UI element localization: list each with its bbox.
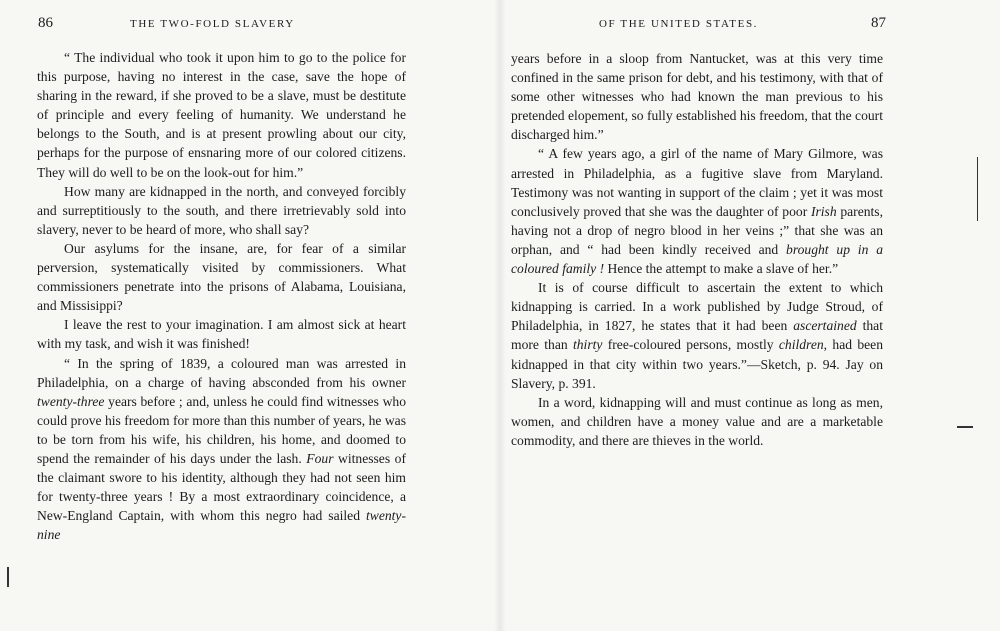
paragraph-continuation: years before in a sloop from Nantucket, was at this very time confined in the same prison for debt, and his testimony, with that of some other witnesses who had known the man previous to his pretended elopement, so fully established his freedom, that the court discharged him.”	[511, 51, 883, 143]
paragraph-closing: In a word, kidnapping will and must continue as long as men, women, and children have a money value and are a marketable commodity, and there are thieves in the world.	[511, 394, 883, 448]
text-run: , had been kidnapped in that city within two years.”—Sketch, p. 94. Jay on Slavery, p. 391.	[511, 337, 883, 391]
paragraph: “ The individual who took it upon him to go to the police for this purpose, having no interest in the case, save the hope of sharing in the reward, if she proved to be a slave, must be destitute of principle and every feeling of humanity. We understand he belongs to the South, and is at present prowling about our city, perhaps for the purpose of ensnaring more of our colored citizens. They will do well to be on the look-out for him.”	[37, 50, 406, 180]
paragraph: I leave the rest to your imagination. I am almost sick at heart with my task, and wish it was finished!	[37, 317, 406, 352]
italic-run: Four	[306, 450, 334, 466]
italic-run: children	[778, 337, 824, 353]
text-run: It is of course difficult to ascertain the extent to which kidnapping is carried. In a work published by Judge Stroud, of Philadelphia, in 1827, he states that it had been	[511, 280, 883, 334]
text-run: free-coloured persons, mostly	[602, 337, 779, 353]
text-run: witnesses of the claimant swore to his identity, although they had not seen him for twenty-three years ! By a most extraordinary coincidence, a New-England Captain, with whom this negro had sailed	[37, 450, 407, 524]
left-page-text	[37, 48, 406, 544]
italic-run: thirty	[572, 337, 603, 353]
text-run: years before ; and, unless he could find witnesses who could prove his freedom for more than this number of years, he was to be torn from his wife, his children, his home, and doomed to spend the remainder of his days under the lash.	[37, 393, 406, 466]
left-page-number: 86	[38, 15, 53, 31]
italic-run: brought up in a coloured family !	[511, 241, 883, 277]
paragraph: How many are kidnapped in the north, and conveyed forcibly and surreptitiously to the south, and there irretrievably sold into slavery, never to be heard of more, who shall say?	[37, 183, 406, 237]
text-run: Hence the attempt to make a slave of her.”	[604, 261, 839, 277]
paragraph-mary-gilmore	[511, 144, 883, 278]
text-run: that more than	[511, 318, 883, 353]
right-page-text	[511, 49, 883, 450]
right-page	[500, 0, 1000, 631]
italic-run: Irish	[810, 203, 837, 219]
text-run: “ In the spring of 1839, a coloured man was arrested in Philadelphia, on a charge of having absconded from his owner	[37, 355, 406, 390]
paragraph: Our asylums for the insane, are, for fear of a similar perversion, systematically visited by commissioners. What commissioners penetrate into the prisons of Alabama, Louisiana, and Missisippi?	[37, 240, 406, 314]
text-run: parents, having not a drop of negro blood in her veins ;” that she was an orphan, and “ had been kindly received and	[511, 203, 883, 257]
left-running-head: THE TWO-FOLD SLAVERY	[130, 18, 295, 30]
paragraph-judge-stroud	[511, 278, 883, 393]
margin-mark	[957, 426, 973, 428]
right-running-head: OF THE UNITED STATES.	[599, 18, 759, 30]
italic-run: twenty-nine	[37, 508, 406, 543]
paragraph-kidnapping-1839	[37, 354, 406, 545]
margin-mark	[7, 567, 9, 587]
margin-mark	[977, 157, 978, 221]
right-page-number: 87	[871, 15, 886, 31]
italic-run: ascertained	[793, 318, 857, 334]
italic-run: twenty-three	[37, 393, 105, 409]
text-run: “ A few years ago, a girl of the name of Mary Gilmore, was arrested in Philadelphia, as a fugitive slave from Maryland. Testimony was not wanting in support of the claim ; yet it was most conclusively proved that she was the daughter of poor	[511, 146, 883, 219]
